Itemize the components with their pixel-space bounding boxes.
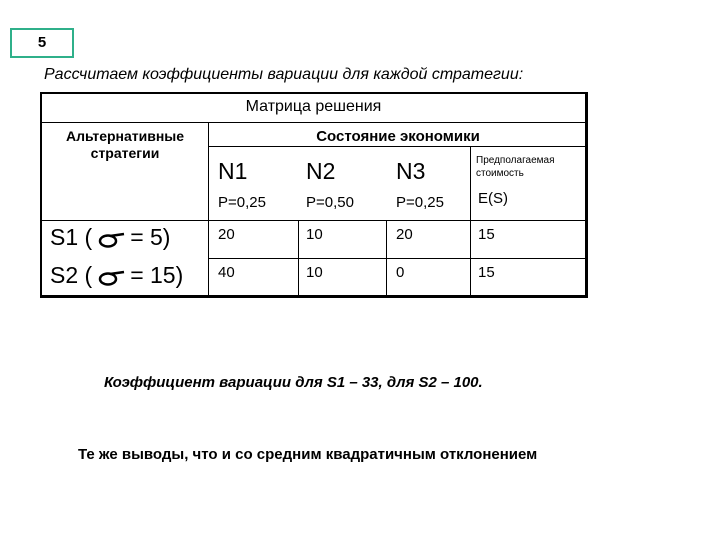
state-n3-name: N3	[396, 158, 426, 184]
state-n2-name: N2	[306, 158, 336, 184]
s2-n3-value: 0	[396, 264, 405, 281]
state-n1-name: N1	[218, 158, 248, 184]
expected-value-header: Предполагаемая стоимость	[476, 155, 555, 179]
hline-econ	[208, 146, 588, 147]
s1-n2-value: 10	[306, 226, 323, 243]
sigma-icon	[94, 264, 128, 288]
intro-text: Рассчитаем коэффициенты вариации для каждой стратегии:	[44, 66, 524, 83]
sigma-icon	[94, 226, 128, 250]
strategy-s1-label	[50, 224, 170, 251]
strategy-s1-prefix: S1 (	[50, 224, 93, 250]
s2-n1-value: 40	[218, 264, 235, 281]
strategy-s2-suffix: = 15)	[130, 262, 184, 288]
s1-n3-value: 20	[396, 226, 413, 243]
economy-state-header: Состояние экономики	[316, 128, 480, 145]
state-n1-prob: P=0,25	[218, 194, 266, 211]
vline-n2	[386, 220, 387, 297]
strategy-s2-prefix: S2 (	[50, 262, 93, 288]
state-n3-prob: P=0,25	[396, 194, 444, 211]
alternatives-header: Альтернативные стратегии	[65, 128, 185, 161]
coefficient-text: Коэффициент вариации для S1 – 33, для S2 – 100.	[104, 374, 483, 391]
s1-expected-value: 15	[478, 226, 495, 243]
conclusion-text: Те же выводы, что и со средним квадратичным отклонением	[78, 446, 538, 463]
vline-strategy	[208, 122, 209, 297]
strategy-s1-suffix: = 5)	[130, 224, 171, 250]
state-n2-prob: P=0,50	[306, 194, 354, 211]
vline-n1	[298, 220, 299, 297]
slide-number: 5	[10, 28, 74, 58]
hline-row1	[208, 258, 588, 259]
expected-value-symbol: E(S)	[478, 190, 508, 207]
vline-n3	[470, 146, 471, 297]
s1-n1-value: 20	[218, 226, 235, 243]
s2-expected-value: 15	[478, 264, 495, 281]
strategy-s2-label	[50, 262, 183, 289]
matrix-title: Матрица решения	[245, 98, 382, 115]
hline-title	[42, 122, 588, 123]
hline-header	[42, 220, 588, 221]
decision-matrix	[40, 92, 588, 298]
s2-n2-value: 10	[306, 264, 323, 281]
